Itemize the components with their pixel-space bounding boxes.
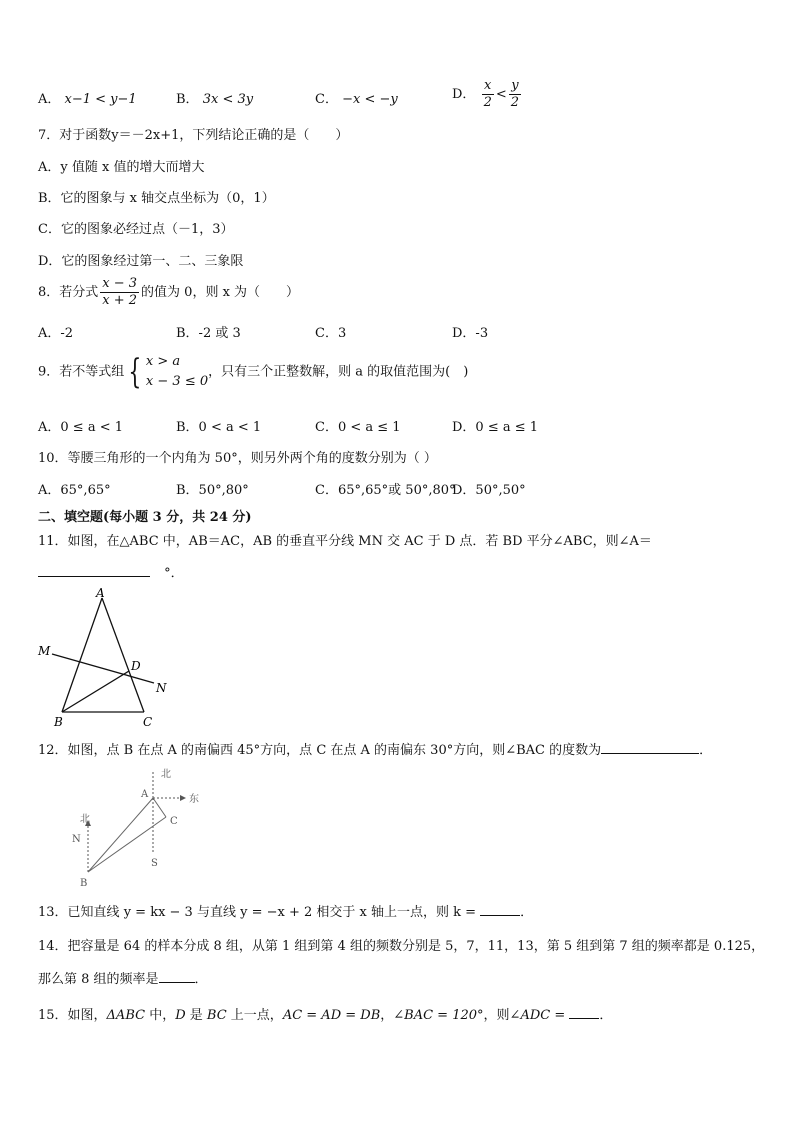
q7-option-b: B．它的图象与 x 轴交点坐标为（0，1） [38,191,275,206]
q10-option-c: C．65°,65°或 50°,80° [315,483,456,498]
q11-answer-line [38,562,184,581]
q6-option-a-text: x−1 < y−1 [64,92,137,107]
q6-d-num2: y [509,78,521,95]
q15-stem [38,1004,612,1023]
q10-stem: 10．等腰三角形的一个内角为 50°，则另外两个角的度数分别为（ ） [38,451,437,466]
q13-pre: 13．已知直线 [38,905,124,920]
q6-d-lt: < [495,87,507,102]
q15-tail: ． [599,1008,613,1023]
q6-option-c-label: C． [315,92,338,107]
q8-fraction [100,276,139,309]
q11-segment-bd [62,671,129,712]
q11-answer-blank[interactable] [38,562,150,577]
q12-label-north-top: 北 [161,769,171,780]
q8-option-b: B．-2 或 3 [176,326,241,341]
q15-angle: ∠BAC = 120° [393,1008,484,1023]
q11-label-m: M [38,644,51,658]
q8-option-c: C．3 [315,326,347,341]
q12-label-c: C [170,816,178,827]
q8-stem [38,276,299,309]
q6-option-c [315,88,398,107]
q6-d-den1: 2 [483,95,492,110]
q10-option-b: B．50°,80° [176,483,249,498]
q9-stem [38,352,468,392]
q9-option-d: D．0 ≤ a ≤ 1 [452,420,539,435]
q9-system [146,352,208,392]
q15-triangle: ΔABC [106,1008,146,1023]
q8-option-d: D．-3 [452,326,489,341]
q6-option-d [452,78,523,111]
q12-label-east: 东 [189,794,199,805]
q8-post: 的值为 0，则 x 为（ ） [141,285,300,300]
q6-d-fraction-left [482,78,494,111]
q15-answer-blank[interactable] [569,1006,599,1019]
q9-option-a: A．0 ≤ a < 1 [38,420,123,435]
q12-label-north-left: 北 [80,814,90,825]
q12-tail: ． [699,743,713,758]
q14-answer-blank[interactable] [159,970,195,983]
q14-tail: ． [194,972,208,987]
q11-label-n: N [156,681,167,695]
q10-option-d: D．50°,50° [452,483,526,498]
q13-line1-eq: y = kx − 3 [123,905,193,920]
q6-d-num1: x [482,78,494,95]
q15-point-d: D [175,1008,186,1023]
q9-pre: 9．若不等式组 [38,364,125,380]
q11-tail: °． [164,566,184,581]
q15-t2: 是 [185,1008,207,1023]
q11-side-ab [62,598,102,712]
q12-stem [38,739,712,758]
q12-compass-figure [60,764,210,894]
q6-option-b [176,88,253,107]
q6-option-b-label: B． [176,92,199,107]
q11-label-a: A [96,586,105,600]
q12-segment-ab [88,798,153,872]
q13-tail: ． [520,905,534,920]
q12-answer-blank[interactable] [601,741,699,754]
q12-label-n: N [72,834,81,845]
q12-label-s: S [151,858,158,869]
q6-option-b-text: 3x < 3y [202,92,254,107]
q11-stem: 11．如图，在△ABC 中，AB＝AC，AB 的垂直平分线 MN 交 AC 于 D 点．若 BD 平分∠ABC，则∠A＝ [38,534,652,549]
q14-stem-line1: 14．把容量是 64 的样本分成 8 组，从第 1 组到第 4 组的频数分别是 5，7，11，13，第 5 组到第 7 组的频率都是 0.125， [38,939,765,954]
q8-numerator: x − 3 [102,276,138,291]
q13-post: 相交于 x 轴上一点，则 k = [312,905,481,920]
q12-text: 12．如图，点 B 在点 A 的南偏西 45°方向，点 C 在点 A 的南偏东 30°方向，则∠BAC 的度数为 [38,743,602,758]
q8-denominator: x + 2 [102,293,138,308]
q11-triangle-figure [30,582,180,732]
q11-side-ac [102,598,144,712]
q13-line2-eq: y = −x + 2 [240,905,313,920]
q8-option-a: A．-2 [38,326,74,341]
q6-d-den2: 2 [510,95,520,110]
q6-option-c-text: −x < −y [342,92,398,107]
q11-label-d: D [131,659,141,673]
q9-option-c: C．0 < a ≤ 1 [315,420,401,435]
q6-d-fraction-right [509,78,521,111]
q9-post: ，只有三个正整数解，则 a 的取值范围为( ) [208,364,469,380]
q7-option-d: D．它的图象经过第一、二、三象限 [38,254,244,269]
q13-answer-blank[interactable] [480,903,520,916]
q7-stem: 7．对于函数y＝－2x+1，下列结论正确的是（ ） [38,128,349,143]
q6-option-d-label: D． [452,87,476,102]
q14-line2-text: 那么第 8 组的频率是 [38,972,159,987]
q13-stem [38,901,533,920]
q9-option-b: B．0 < a < 1 [176,420,262,435]
q10-option-a: A．65°,65° [38,483,111,498]
section-heading-fill-in: 二、填空题(每小题 3 分，共 24 分) [38,510,252,525]
q9-line2: x − 3 ≤ 0 [145,374,209,389]
q7-option-a: A．y 值随 x 值的增大而增大 [38,160,205,175]
q11-label-c: C [143,715,153,729]
q6-option-a-label: A． [38,92,61,107]
q15-t3: 上一点， [226,1008,283,1023]
q15-t4: ， [380,1008,394,1023]
q12-segment-ac [153,798,166,817]
q15-t1: 中， [145,1008,176,1023]
q6-option-a [38,88,137,107]
q15-segment-bc: BC [206,1008,227,1023]
q7-option-c: C．它的图象必经过点（－1，3） [38,222,234,237]
q15-equality: AC = AD = DB [282,1008,381,1023]
q12-east-arrow-icon [180,795,186,801]
q9-line1: x > a [145,354,181,369]
q11-label-b: B [54,715,63,729]
q9-brace: { [128,352,142,392]
q15-adc: ∠ADC = [509,1008,570,1023]
q15-pre: 15．如图， [38,1008,107,1023]
q12-label-b: B [80,878,88,889]
q14-stem-line2 [38,968,208,987]
q12-label-a: A [141,789,149,800]
q15-t5: ，则 [483,1008,510,1023]
q8-pre: 8．若分式 [38,285,99,300]
q13-mid: 与直线 [192,905,241,920]
